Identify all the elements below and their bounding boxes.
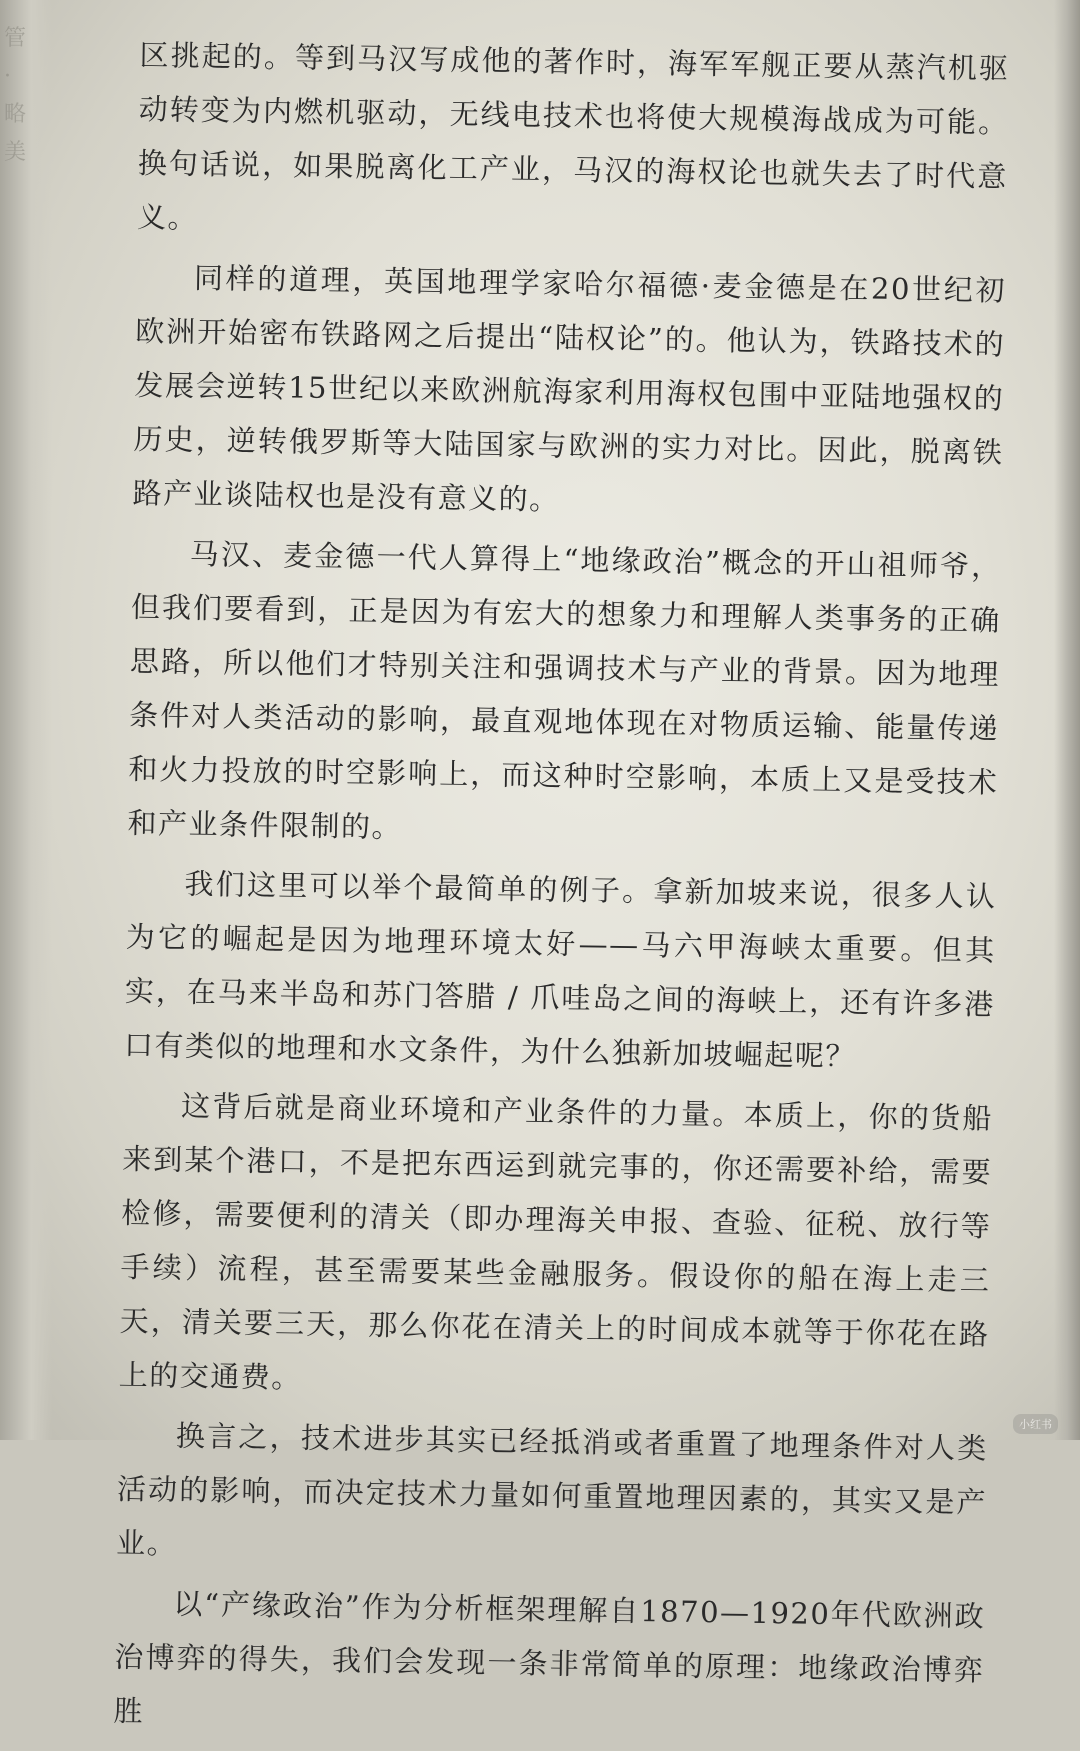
paragraph-1: 区挑起的。等到马汉写成他的著作时，海军军舰正要从蒸汽机驱动转变为内燃机驱动，无线电技术也将使大规模海战成为可能。换句话说，如果脱离化工产业，马汉的海权论也就失去了时代意义。: [136, 37, 1010, 235]
paragraph-3: 马汉、麦金德一代人算得上“地缘政治”概念的开山祖师爷，但我们要看到，正是因为有宏大的想象力和理解人类事务的正确思路，所以他们才特别关注和强调技术与产业的背景。因为地理条件对人类活动的影响，最直观地体现在对物质运输、能量传递和火力投放的时空影响上，而这种时空影响，本质上又是受技术和产业条件限制的。: [127, 536, 1002, 845]
paragraph-2: 同样的道理，英国地理学家哈尔福德·麦金德是在20世纪初欧洲开始密布铁路网之后提出“陆权论”的。他认为，铁路技术的发展会逆转15世纪以来欧洲航海家利用海权包围中亚陆地强权的历史，逆转俄罗斯等大陆国家与欧洲的实力对比。因此，脱离铁路产业谈陆权也是没有意义的。: [132, 260, 1007, 517]
paragraph-5: 这背后就是商业环境和产业条件的力量。本质上，你的货船来到某个港口，不是把东西运到就完事的，你还需要补给，需要检修，需要便利的清关（即办理海关申报、查验、征税、放行等手续）流程，甚至需要某些金融服务。假设你的船在海上走三天，清关要三天，那么你花在清关上的时间成本就等于你花在路上的交通费。: [118, 1088, 994, 1395]
book-spine-shadow: [1054, 0, 1080, 1440]
watermark-logo: 小红书: [1013, 1414, 1058, 1434]
facing-page-edge: [0, 0, 52, 1440]
book-page: [113, 28, 1010, 1751]
paragraph-4: 我们这里可以举个最简单的例子。拿新加坡来说，很多人认为它的崛起是因为地理环境太好——马六甲海峡太重要。但其实，在马来半岛和苏门答腊 / 爪哇岛之间的海峡上，还有许多港口有类似的地理和水文条件，为什么独新加坡崛起呢？: [123, 866, 997, 1074]
facing-page-bleed-text: 管·略美: [4, 26, 27, 165]
paragraph-6: 换言之，技术进步其实已经抵消或者重置了地理条件对人类活动的影响，而决定技术力量如何重置地理因素的，其实又是产业。: [115, 1418, 989, 1561]
paragraph-7: 以“产缘政治”作为分析框架理解自1870—1920年代欧洲政治博弈的得失，我们会发现一条非常简单的原理：地缘政治博弈胜: [113, 1586, 986, 1729]
